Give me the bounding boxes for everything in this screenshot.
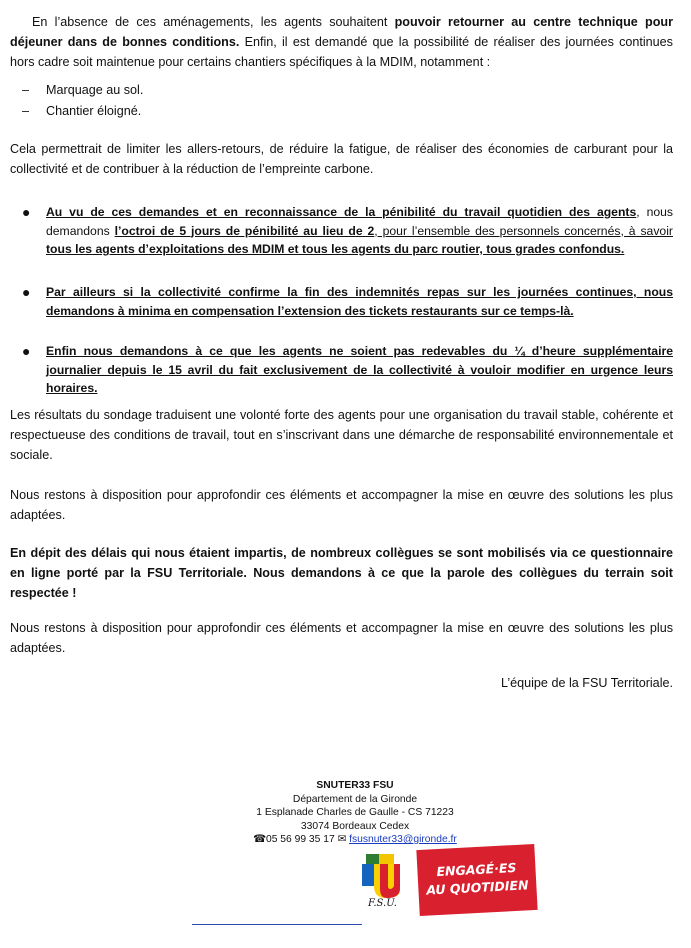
envelope-icon: ✉	[337, 834, 347, 845]
paragraph-availability: Nous restons à disposition pour approfondir ces éléments et accompagner la mise en œuvre des solutions les plus adaptées.	[10, 488, 673, 522]
footer-rule	[192, 924, 362, 925]
signature: L’équipe de la FSU Territoriale.	[501, 676, 673, 690]
bullet-icon: ●	[22, 204, 31, 220]
phone-icon: ☎	[253, 834, 266, 845]
badge-line2: AU QUOTIDIEN	[425, 877, 529, 898]
paragraph-survey-results: Les résultats du sondage traduisent une volonté forte des agents pour une organisation du travail stable, cohérente et respectueuse des conditions de travail, tout en s’inscrivant dans une démarche de responsabilité environnementale et sociale.	[10, 408, 673, 462]
footer-contact	[200, 779, 510, 847]
bullet-quarter-hour: ● Enfin nous demandons à ce que les agents ne soient pas redevables du ¼ d’heure supplémentaire journalier depuis le 15 avril du fait exclusivement de la collectivité à vouloir modifier en urgence leurs horaires.	[22, 343, 673, 395]
engagees-badge	[416, 844, 537, 916]
footer-dept: Département de la Gironde	[292, 793, 418, 805]
footer-phone-line: ☎05 56 99 35 17 ✉ fsusnuter33@gironde.fr	[253, 834, 457, 845]
badge-line1: ENGAGÉ·ES	[436, 859, 517, 880]
bullet-penibility: ● Au vu de ces demandes et en reconnaissance de la pénibilité du travail quotidien des agents, nous demandons l’octroi de 5 jours de pénibilité au lieu de 2, pour l’ensemble des personnels concernés, à savoir tous les agents d’exploitations des MDIM et tous les agents du parc routier, tous grades confondus.	[22, 204, 673, 256]
paragraph-lunch: En l’absence de ces aménagements, les agents souhaitent pouvoir retourner au centre technique pour déjeuner dans de bonnes conditions. Enfin, il est demandé que la possibilité de réaliser des journées continues hors cadre soit maintenue pour certains chantiers spécifiques à la MDIM, notamment :	[10, 15, 673, 69]
bullet-icon: ●	[22, 343, 31, 359]
fsu-logo	[360, 852, 416, 910]
bullet-tickets: ● Par ailleurs si la collectivité confirme la fin des indemnités repas sur les journées continues, nous demandons à minima en compensation l’extension des tickets restaurants sur ce temps-là.	[22, 284, 673, 318]
bullet-icon: ●	[22, 284, 31, 300]
paragraph-mobilisation: En dépit des délais qui nous étaient impartis, de nombreux collègues se sont mobilisés via ce questionnaire en ligne porté par la FSU Territoriale. Nous demandons à ce que la parole des collègues du terrain soit respectée !	[10, 546, 673, 600]
footer-city: 33074 Bordeaux Cedex	[300, 820, 410, 832]
fsu-caption: F.S.U.	[368, 898, 397, 909]
paragraph-benefits: Cela permettrait de limiter les allers-retours, de réduire la fatigue, de réaliser des économies de carburant pour la collectivité et de contribuer à la réduction de l’empreinte carbone.	[10, 142, 673, 176]
footer-org: SNUTER33 FSU	[316, 780, 394, 791]
list-item: – Chantier éloigné.	[22, 104, 142, 118]
paragraph-availability-repeat: Nous restons à disposition pour approfondir ces éléments et accompagner la mise en œuvre des solutions les plus adaptées.	[10, 621, 673, 655]
email-link[interactable]: fsusnuter33@gironde.fr	[349, 834, 457, 845]
footer-address: 1 Esplanade Charles de Gaulle - CS 71223	[256, 807, 454, 818]
lunch-demand: pouvoir retourner au centre technique pour déjeuner dans de bonnes conditions.	[10, 15, 673, 49]
list-item: – Marquage au sol.	[22, 83, 144, 97]
